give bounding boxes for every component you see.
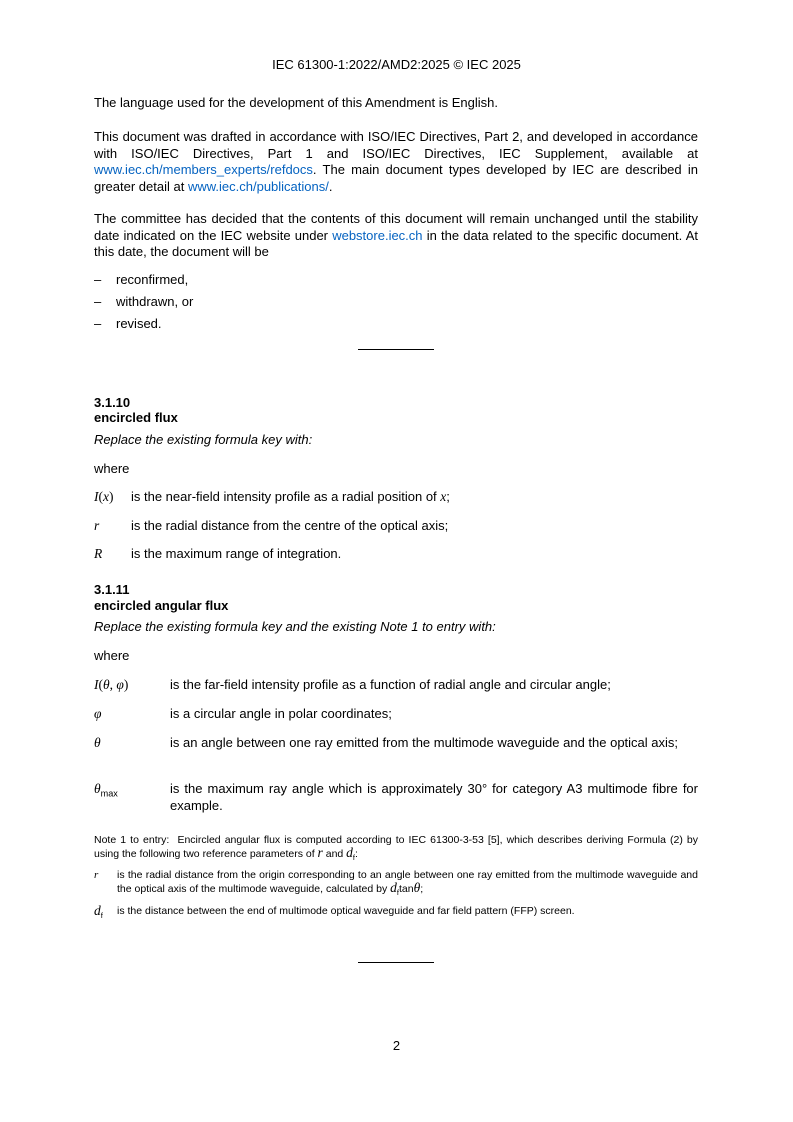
stability-text-2: in the data related to the specific document. At this date, the document will be — [94, 227, 699, 259]
note-label: Note 1 to entry: — [94, 834, 170, 846]
key-description: is the maximum range of integration. — [131, 546, 342, 561]
key-symbol: R — [94, 546, 103, 561]
key-symbol: $d_f$ — [94, 903, 103, 921]
language-paragraph: The language used for the development of this Amendment is English. — [94, 95, 498, 110]
key-symbol: I(x) — [94, 489, 114, 504]
amendment-instruction: Replace the existing formula key with: — [94, 432, 313, 447]
list-item: – revised. — [94, 316, 162, 331]
amendment-instruction: Replace the existing formula key and the existing Note 1 to entry with: — [94, 619, 496, 634]
drafted-text-2: . The main document types developed by IEC are described in greater detail at — [94, 162, 698, 194]
key-symbol: I(θ, φ) — [94, 677, 129, 692]
where-label: where — [94, 461, 130, 476]
refdocs-link[interactable]: www.iec.ch/members_experts/refdocs — [94, 162, 313, 177]
webstore-link[interactable]: webstore.iec.ch — [332, 227, 423, 243]
key-description: is the far-field intensity profile as a function of radial angle and circular angle; — [170, 677, 611, 692]
key-description: is an angle between one ray emitted from the multimode waveguide and the optical axis; — [170, 735, 679, 750]
key-description: is the near-field intensity profile as a radial position of x; — [131, 489, 450, 504]
key-symbol: θ — [94, 735, 101, 750]
list-item: – withdrawn, or — [94, 294, 194, 309]
key-symbol: r — [94, 869, 99, 881]
key-description: is the radial distance from the centre of the optical axis; — [131, 518, 449, 533]
key-symbol: $\theta_{max}$ — [94, 781, 118, 799]
key-symbol: r — [94, 518, 100, 533]
publications-link[interactable]: www.iec.ch/publications/ — [187, 178, 329, 194]
drafted-paragraph — [94, 129, 698, 195]
list-item: – reconfirmed, — [94, 272, 189, 287]
drafted-text-1: This document was drafted in accordance with ISO/IEC Directives, Part 2, and developed in accordance with ISO/IEC Directives, Part 1 and ISO/IEC Directives, IEC Supplement, available at — [94, 129, 698, 161]
key-description: is a circular angle in polar coordinates; — [170, 706, 392, 721]
separator-line — [358, 349, 434, 350]
clause-title: encircled flux — [94, 410, 178, 425]
clause-title: encircled angular flux — [94, 598, 229, 613]
where-label: where — [94, 648, 130, 663]
separator-line — [358, 962, 434, 963]
drafted-text-3: . — [328, 178, 333, 194]
stability-paragraph — [94, 211, 698, 261]
key-description: is the radial distance from the origin corresponding to an angle between one ray emitted from the multimode waveguide and the optical axis of the multimode waveguide, calculated by $d_f\tan\theta$; — [117, 869, 698, 897]
key-description: is the distance between the end of multimode optical waveguide and far field pattern (FFP) screen. — [117, 905, 575, 917]
clause-number: 3.1.10 — [94, 395, 131, 410]
note-to-entry: Note 1 to entry: Encircled angular flux is computed according to IEC 61300-3-53 [5], which describes deriving Formula (2) by using the following two reference parameters of r and $d_f$: — [94, 834, 698, 862]
clause-number: 3.1.11 — [94, 582, 130, 597]
stability-text-1: The committee has decided that the contents of this document will remain unchanged until the stability date indicated on the IEC website under — [94, 211, 698, 243]
page-number: 2 — [392, 1038, 401, 1053]
page-header: IEC 61300-1:2022/AMD2:2025 © IEC 2025 — [272, 57, 521, 72]
key-description: is the maximum ray angle which is approximately 30° for category A3 multimode fibre for example. — [170, 781, 698, 813]
key-symbol: φ — [94, 706, 102, 721]
